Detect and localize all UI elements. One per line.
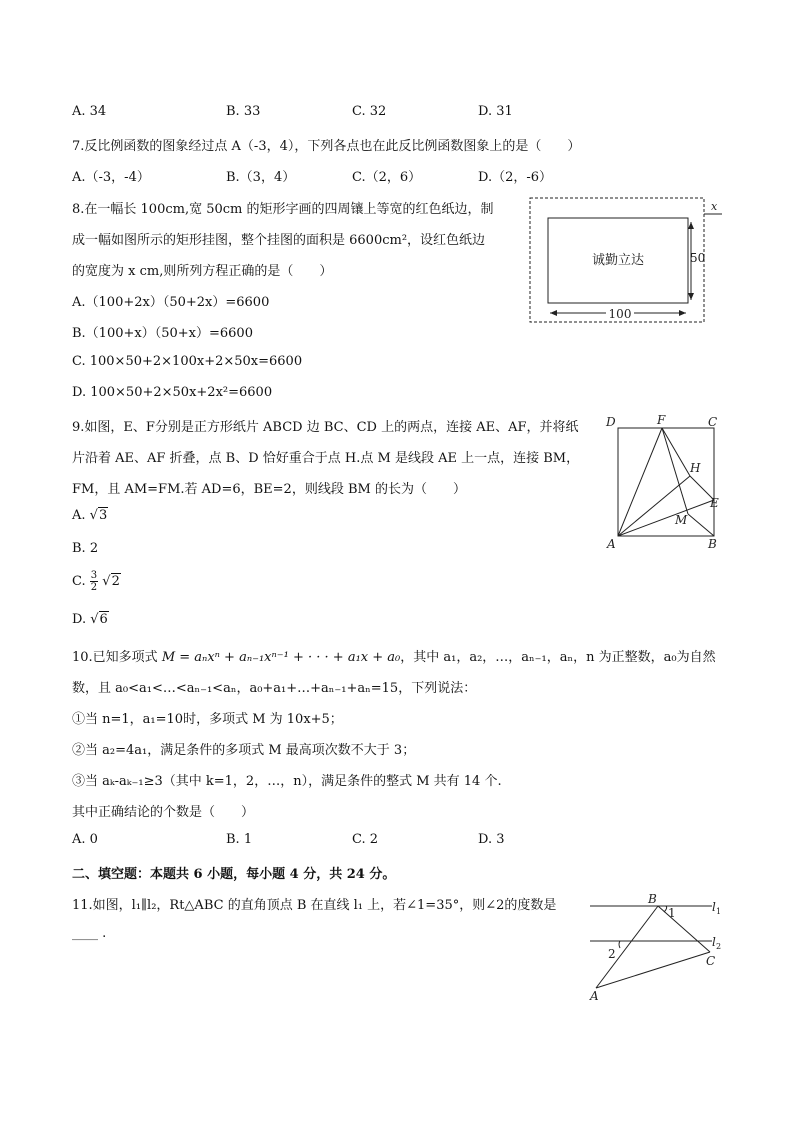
q9-c-radicand: 2 — [111, 574, 120, 589]
q11-figure — [584, 890, 726, 1004]
q9-option-c: C. $\frac{3}{2}$ √2 — [72, 570, 120, 593]
q8-option-b: B.（100+x）（50+x）=6600 — [72, 326, 253, 341]
q10-stem-line1: 10.已知多项式 M = aₙxⁿ + aₙ₋₁xⁿ⁻¹ + · · · + a₁x + a₀，其中 a₁，a₂，…，aₙ₋₁，aₙ，n 为正整数，a₀为自然 — [72, 650, 716, 665]
q8-label-x: x — [711, 200, 718, 213]
svg-text:C: C — [708, 415, 718, 429]
q9-figure — [604, 412, 726, 550]
q8-option-d: D. 100×50+2×50x+2x²=6600 — [72, 385, 273, 400]
q9-option-d: D. √6 — [72, 612, 108, 627]
q10-statement-3: ③当 aₖ-aₖ₋₁≥3（其中 k=1，2，…，n），满足条件的整式 M 共有 14 个. — [72, 774, 502, 789]
svg-text:A: A — [607, 537, 616, 550]
q9-d-radicand: 6 — [99, 612, 108, 627]
q6-option-c: C. 32 — [352, 104, 387, 119]
q8-option-a: A.（100+2x）（50+2x）=6600 — [72, 295, 270, 310]
q8-label-50: 50 — [690, 251, 706, 265]
q6-option-d: D. 31 — [478, 104, 513, 119]
q10-formula: M = aₙxⁿ + aₙ₋₁xⁿ⁻¹ + · · · + a₁x + a₀ — [161, 650, 401, 665]
q9-square — [618, 428, 714, 536]
q8-option-c: C. 100×50+2×100x+2×50x=6600 — [72, 354, 303, 369]
q7-option-b: B.（3，4） — [226, 170, 296, 185]
q9-option-b: B. 2 — [72, 541, 99, 556]
svg-text:E: E — [710, 496, 719, 510]
q8-label-100: 100 — [608, 307, 632, 321]
q7-option-c: C.（2，6） — [352, 170, 422, 185]
q9-c-fraction: $\frac{3}{2}$ — [90, 570, 98, 593]
section-2-heading: 二、填空题：本题共 6 小题，每小题 4 分，共 24 分。 — [72, 867, 396, 882]
svg-text:l: l — [712, 935, 716, 949]
svg-text:B: B — [648, 892, 657, 906]
svg-text:1: 1 — [668, 906, 676, 920]
q10-statement-1: ①当 n=1，a₁=10时，多项式 M 为 10x+5； — [72, 712, 343, 727]
svg-text:2: 2 — [716, 942, 722, 951]
q9-stem-line1: 9.如图，E、F分别是正方形纸片 ABCD 边 BC、CD 上的两点，连接 AE、AF，并将纸 — [72, 420, 579, 435]
q7-stem: 7.反比例函数的图象经过点 A（-3，4），下列各点也在此反比例函数图象上的是（ ） — [72, 139, 581, 154]
svg-text:l: l — [712, 900, 716, 914]
q10-option-b: B. 1 — [226, 832, 253, 847]
svg-text:B: B — [708, 537, 717, 550]
q10-ask: 其中正确结论的个数是（ ） — [72, 805, 255, 820]
q9-stem-line2: 片沿着 AE、AF 折叠，点 B、D 恰好重合于点 H.点 M 是线段 AE 上一点，连接 BM， — [72, 451, 580, 466]
q8-stem-line2: 成一幅如图所示的矩形挂图，整个挂图的面积是 6600cm²，设红色纸边 — [72, 233, 486, 248]
q10-statement-2: ②当 a₂=4a₁，满足条件的多项式 M 最高项次数不大于 3； — [72, 743, 416, 758]
q8-stem-line1: 8.在一幅长 100cm,宽 50cm 的矩形字画的四周镶上等宽的红色纸边，制 — [72, 202, 494, 217]
svg-text:A: A — [590, 989, 599, 1003]
svg-text:2: 2 — [608, 947, 616, 961]
q8-stem-line3: 的宽度为 x cm,则所列方程正确的是（ ） — [72, 264, 333, 279]
q11-blank: ____ . — [72, 926, 107, 941]
svg-text:F: F — [657, 413, 666, 427]
svg-text:M: M — [675, 513, 688, 527]
q10-option-d: D. 3 — [478, 832, 505, 847]
q6-option-b: B. 33 — [226, 104, 261, 119]
q10-option-a: A. 0 — [72, 832, 98, 847]
svg-text:1: 1 — [716, 907, 722, 916]
q9-a-radicand: 3 — [98, 508, 108, 523]
svg-text:D: D — [606, 415, 616, 429]
q6-option-a: A. 34 — [72, 104, 107, 119]
svg-text:C: C — [706, 954, 716, 968]
q9-option-a: A. √3 — [72, 508, 108, 523]
q11-stem: 11.如图，l₁∥l₂，Rt△ABC 的直角顶点 B 在直线 l₁ 上，若∠1=35°，则∠2的度数是 — [72, 898, 557, 913]
q10-stem-line2: 数，且 a₀<a₁<…<aₙ₋₁<aₙ，a₀+a₁+…+aₙ₋₁+aₙ=15，下列说法： — [72, 681, 477, 696]
q8-figure — [528, 196, 724, 328]
q10-option-c: C. 2 — [352, 832, 379, 847]
svg-text:H: H — [690, 461, 701, 475]
q7-option-d: D.（2，-6） — [478, 170, 553, 185]
q8-center-text: 诚勤立达 — [591, 253, 645, 268]
q7-option-a: A.（-3，-4） — [72, 170, 150, 185]
q9-stem-line3: FM，且 AM=FM.若 AD=6，BE=2，则线段 BM 的长为（ ） — [72, 482, 466, 497]
